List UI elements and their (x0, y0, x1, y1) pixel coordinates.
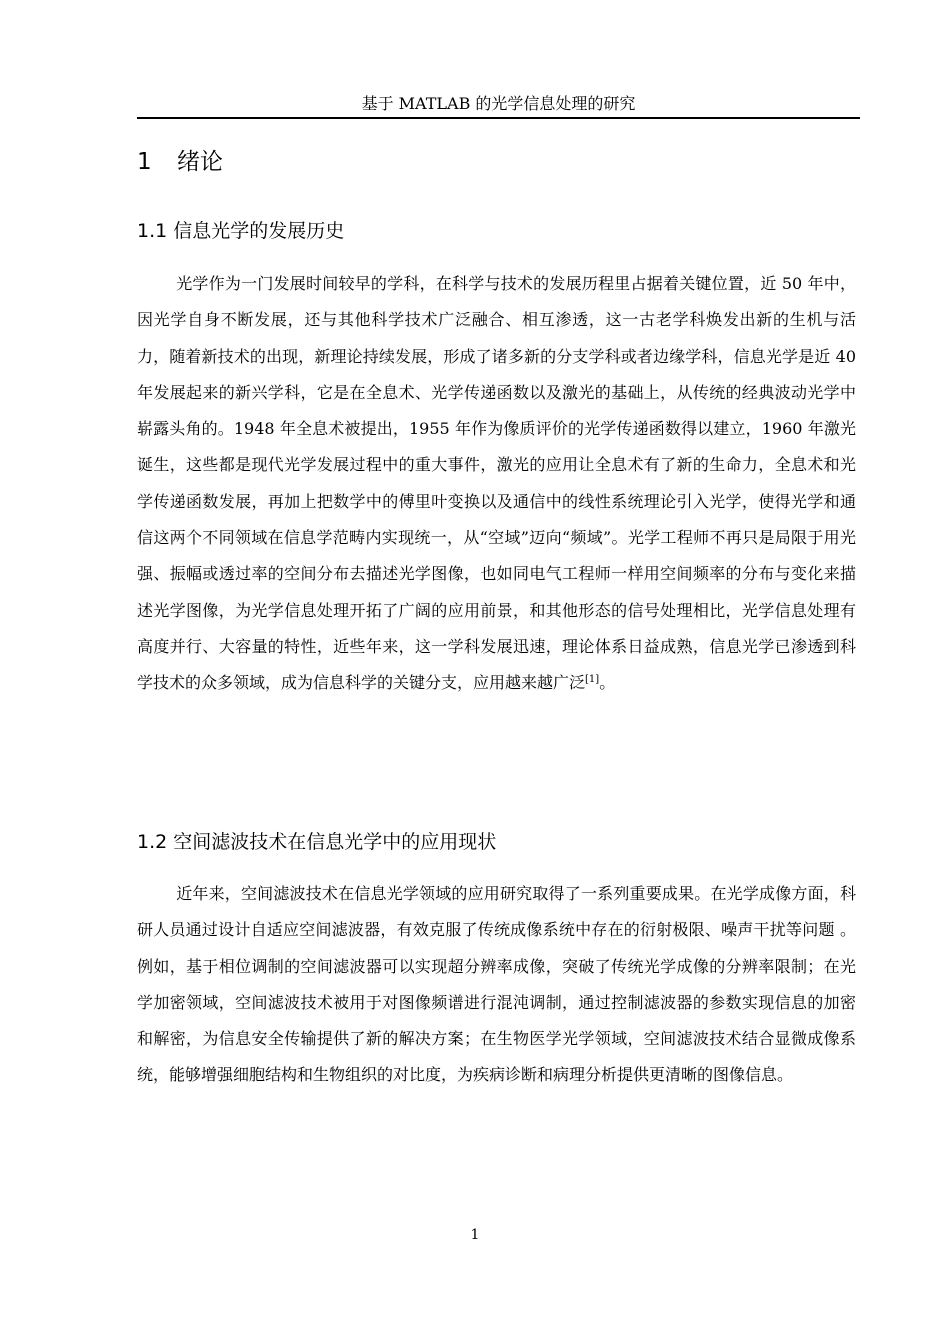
paragraph-text: 光学作为一门发展时间较早的学科，在科学与技术的发展历程里占据着关键位置，近 50 年中，因光学自身不断发展，还与其他科学技术广泛融合、相互渗透，这一古老学科焕发出新的生机与活力，随着新技术的出现，新理论持续发展，形成了诸多新的分支学科或者边缘学科，信息光学是近 40 年发展起来的新兴学科，它是在全息术、光学传递函数以及激光的基础上，从传统的经典波动光学中崭露头角的。1948 年全息术被提出，1955 年作为像质评价的光学传递函数得以建立，1960 年激光诞生，这些都是现代光学发展过程中的重大事件，激光的应用让全息术有了新的生命力，全息术和光学传递函数发展，再加上把数学中的傅里叶变换以及通信中的线性系统理论引入光学，使得光学和通信这两个不同领域在信息学范畴内实现统一，从“空域”迈向“频域”。光学工程师不再只是局限于用光强、振幅或透过率的空间分布去描述光学图像，也如同电气工程师一样用空间频率的分布与变化来描述光学图像，为光学信息处理开拓了广阔的应用前景，和其他形态的信号处理相比，光学信息处理有高度并行、大容量的特性，近些年来，这一学科发展迅速，理论体系日益成熟，信息光学已渗透到科学技术的众多领域，成为信息科学的关键分支，应用越来越广泛 (137, 274, 856, 693)
chapter-title (137, 144, 223, 180)
chapter-title-text: 绪论 (177, 149, 223, 175)
page-number: 1 (470, 1227, 480, 1243)
section-1-2-paragraph: 近年来，空间滤波技术在信息光学领域的应用研究取得了一系列重要成果。在光学成像方面，科研人员通过设计自适应空间滤波器，有效克服了传统成像系统中存在的衍射极限、噪声干扰等问题 。例如，基于相位调制的空间滤波器可以实现超分辨率成像，突破了传统光学成像的分辨率限制；在光学加密领域，空间滤波技术被用于对图像频谱进行混沌调制，通过控制滤波器的参数实现信息的加密和解密，为信息安全传输提供了新的解决方案；在生物医学光学领域，空间滤波技术结合显微成像系统，能够增强细胞结构和生物组织的对比度，为疾病诊断和病理分析提供更清晰的图像信息。 (137, 884, 856, 1085)
section-1-1-paragraph (137, 266, 856, 702)
citation-reference[interactable]: [1] (585, 674, 600, 686)
section-heading-1-2: 1.2 空间滤波技术在信息光学中的应用现状 (137, 831, 497, 853)
header-divider (137, 117, 860, 119)
chapter-number: 1 (137, 149, 152, 175)
paragraph-end: 。 (599, 673, 616, 693)
running-header: 基于 MATLAB 的光学信息处理的研究 (361, 94, 636, 113)
section-heading-1-1: 1.1 信息光学的发展历史 (137, 220, 345, 242)
